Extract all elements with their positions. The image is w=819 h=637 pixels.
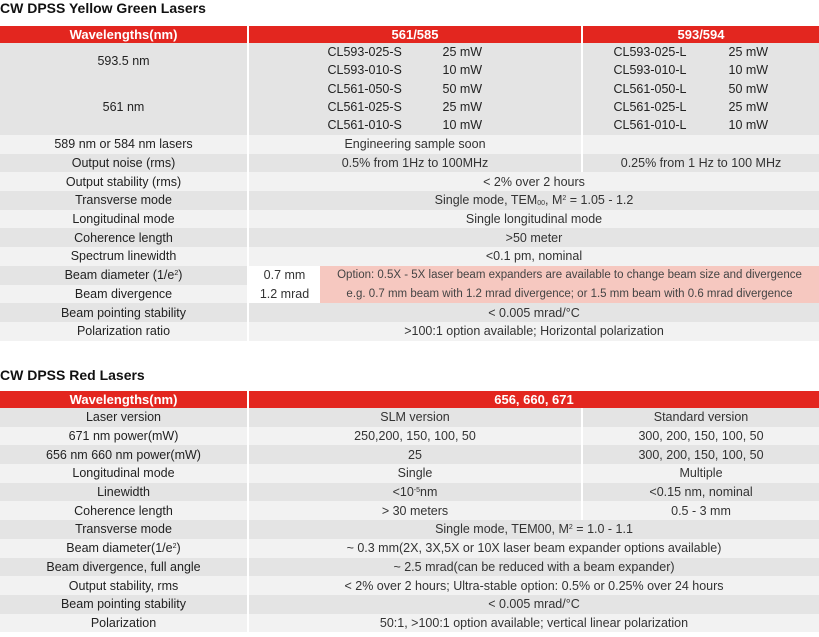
model-power: 25 mW: [442, 100, 483, 114]
model-power: 25 mW: [728, 100, 769, 114]
row-transverse-mode: [0, 520, 819, 539]
row-value: >100:1 option available; Horizontal polarization: [248, 322, 819, 341]
row-transverse-mode: [0, 191, 819, 210]
row-label: [0, 266, 248, 285]
value-text: <10: [392, 485, 414, 500]
models-s-593: [248, 43, 582, 79]
row-value: 50:1, >100:1 option available; vertical linear polarization: [248, 614, 819, 633]
row-label: 656 nm 660 nm power(mW): [0, 445, 248, 464]
row-value: < 2% over 2 hours: [248, 172, 819, 191]
row-output-stability: [0, 576, 819, 595]
label-superscript: 2: [174, 270, 179, 278]
value-text: , M: [545, 193, 563, 208]
row-label: Output stability, rms: [0, 576, 248, 595]
row-value: ~ 2.5 mrad(can be reduced with a beam expander): [248, 558, 819, 577]
red-header-row: [0, 391, 819, 408]
row-value: <0.1 pm, nominal: [248, 247, 819, 266]
row-label: Polarization: [0, 614, 248, 633]
model-name: CL593-010-S: [327, 63, 402, 77]
row-label: 593.5 nm: [0, 43, 248, 79]
header-col-561-585: 561/585: [248, 26, 582, 43]
row-593-5nm: [0, 43, 819, 79]
value-superscript: 2: [568, 524, 573, 532]
row-label: 561 nm: [0, 79, 248, 135]
row-value: >50 meter: [248, 228, 819, 247]
header-col-593-594: 593/594: [582, 26, 819, 43]
row-polarization-ratio: [0, 322, 819, 341]
row-value-col2: 0.5 - 3 mm: [582, 501, 819, 520]
row-label: Polarization ratio: [0, 322, 248, 341]
row-value: < 0.005 mrad/°C: [248, 303, 819, 322]
label-text: Beam diameter(1/e: [66, 541, 173, 556]
value-subscript: 00: [537, 200, 546, 208]
row-label: Transverse mode: [0, 520, 248, 539]
row-label: 671 nm power(mW): [0, 427, 248, 446]
row-output-noise: [0, 154, 819, 173]
value-text: nm: [420, 485, 438, 500]
row-label: Output stability (rms): [0, 172, 248, 191]
model-power: 50 mW: [442, 82, 483, 96]
model-power: 10 mW: [728, 118, 769, 132]
row-value-col2: 300, 200, 150, 100, 50: [582, 427, 819, 446]
row-beam-diameter: [0, 539, 819, 558]
row-value: < 2% over 2 hours; Ultra-stable option: 0.5% or 0.25% over 24 hours: [248, 576, 819, 595]
row-value: [248, 520, 819, 539]
row-label: Coherence length: [0, 228, 248, 247]
beam-divergence-value: 1.2 mrad: [248, 285, 320, 304]
row-beam-divergence: [0, 285, 819, 304]
value-text: = 1.05 - 1.2: [566, 193, 634, 208]
row-spectrum-linewidth: [0, 247, 819, 266]
row-beam-pointing: [0, 303, 819, 322]
model-name: CL593-025-S: [327, 45, 402, 59]
model-name: CL593-010-L: [613, 63, 687, 77]
row-label: Output noise (rms): [0, 154, 248, 173]
row-label: Longitudinal mode: [0, 210, 248, 229]
model-power: 25 mW: [728, 45, 769, 59]
model-power: 50 mW: [728, 82, 769, 96]
label-text: Beam diameter (1/e: [64, 268, 175, 283]
row-value-col2: [582, 135, 819, 154]
row-label: 589 nm or 584 nm lasers: [0, 135, 248, 154]
row-value-col1: Single: [248, 464, 582, 483]
row-value-col1: 25: [248, 445, 582, 464]
header-wavelength-values: 656, 660, 671: [248, 391, 819, 408]
row-label: [0, 539, 248, 558]
model-power: 10 mW: [728, 63, 769, 77]
model-power: 25 mW: [442, 45, 483, 59]
row-label: Beam divergence: [0, 285, 248, 304]
row-value-col2: 0.25% from 1 Hz to 100 MHz: [582, 154, 819, 173]
model-name: CL561-050-L: [613, 82, 687, 96]
beam-expander-note: Option: 0.5X - 5X laser beam expanders are available to change beam size and divergence: [320, 266, 819, 285]
row-value-col1: Engineering sample soon: [248, 135, 582, 154]
row-value-col2: Multiple: [582, 464, 819, 483]
model-name: CL561-010-S: [327, 118, 402, 132]
row-label: Linewidth: [0, 483, 248, 502]
model-name: CL561-025-L: [613, 100, 687, 114]
row-589nm: [0, 135, 819, 154]
row-value-col2: Standard version: [582, 408, 819, 427]
row-linewidth: [0, 483, 819, 502]
row-label: Beam pointing stability: [0, 303, 248, 322]
row-polarization: [0, 614, 819, 633]
row-coherence-length: [0, 501, 819, 520]
yellow-green-title: CW DPSS Yellow Green Lasers: [0, 0, 206, 16]
label-text: ): [178, 268, 183, 283]
row-value-col1: 0.5% from 1Hz to 100MHz: [248, 154, 582, 173]
beam-divergence-note: e.g. 0.7 mm beam with 1.2 mrad divergence; or 1.5 mm beam with 0.6 mrad divergence: [320, 285, 819, 304]
row-label: Beam pointing stability: [0, 595, 248, 614]
row-value-col1: SLM version: [248, 408, 582, 427]
row-beam-pointing: [0, 595, 819, 614]
red-title: CW DPSS Red Lasers: [0, 367, 145, 383]
value-text: = 1.0 - 1.1: [572, 522, 633, 537]
row-value-col1: 250,200, 150, 100, 50: [248, 427, 582, 446]
row-value-col2: 300, 200, 150, 100, 50: [582, 445, 819, 464]
models-l-561: [582, 79, 819, 135]
row-value-col1: > 30 meters: [248, 501, 582, 520]
models-l-593: [582, 43, 819, 79]
yellow-green-table: [0, 26, 819, 341]
row-beam-divergence: [0, 558, 819, 577]
row-561nm: [0, 79, 819, 135]
row-value-col2: <0.15 nm, nominal: [582, 483, 819, 502]
row-656-660nm-power: [0, 445, 819, 464]
row-value-col1: [248, 483, 582, 502]
row-label: Laser version: [0, 408, 248, 427]
model-power: 10 mW: [442, 118, 483, 132]
value-superscript: -5: [413, 487, 421, 495]
row-label: Beam divergence, full angle: [0, 558, 248, 577]
yellow-green-header-row: [0, 26, 819, 43]
row-671nm-power: [0, 427, 819, 446]
row-beam-diameter: [0, 266, 819, 285]
row-output-stability: [0, 172, 819, 191]
row-longitudinal-mode: [0, 210, 819, 229]
row-label: Longitudinal mode: [0, 464, 248, 483]
row-laser-version: [0, 408, 819, 427]
row-value: < 0.005 mrad/°C: [248, 595, 819, 614]
beam-diameter-value: 0.7 mm: [248, 266, 320, 285]
row-label: Coherence length: [0, 501, 248, 520]
model-power: 10 mW: [442, 63, 483, 77]
model-name: CL561-010-L: [613, 118, 687, 132]
row-value: ~ 0.3 mm(2X, 3X,5X or 10X laser beam expander options available): [248, 539, 819, 558]
value-text: Single mode, TEM: [434, 193, 538, 208]
header-wavelengths-label: Wavelengths(nm): [0, 26, 248, 43]
row-label: Spectrum linewidth: [0, 247, 248, 266]
model-name: CL561-025-S: [327, 100, 402, 114]
value-superscript: 2: [562, 195, 567, 203]
value-text: Single mode, TEM00, M: [435, 522, 569, 537]
models-s-561: [248, 79, 582, 135]
row-coherence-length: [0, 228, 819, 247]
label-superscript: 2: [172, 543, 177, 551]
model-name: CL593-025-L: [613, 45, 687, 59]
red-table: [0, 391, 819, 632]
row-value: Single longitudinal mode: [248, 210, 819, 229]
row-label: Transverse mode: [0, 191, 248, 210]
header-wavelengths-label: Wavelengths(nm): [0, 391, 248, 408]
model-name: CL561-050-S: [327, 82, 402, 96]
row-longitudinal-mode: [0, 464, 819, 483]
label-text: ): [176, 541, 181, 556]
row-value: [248, 191, 819, 210]
